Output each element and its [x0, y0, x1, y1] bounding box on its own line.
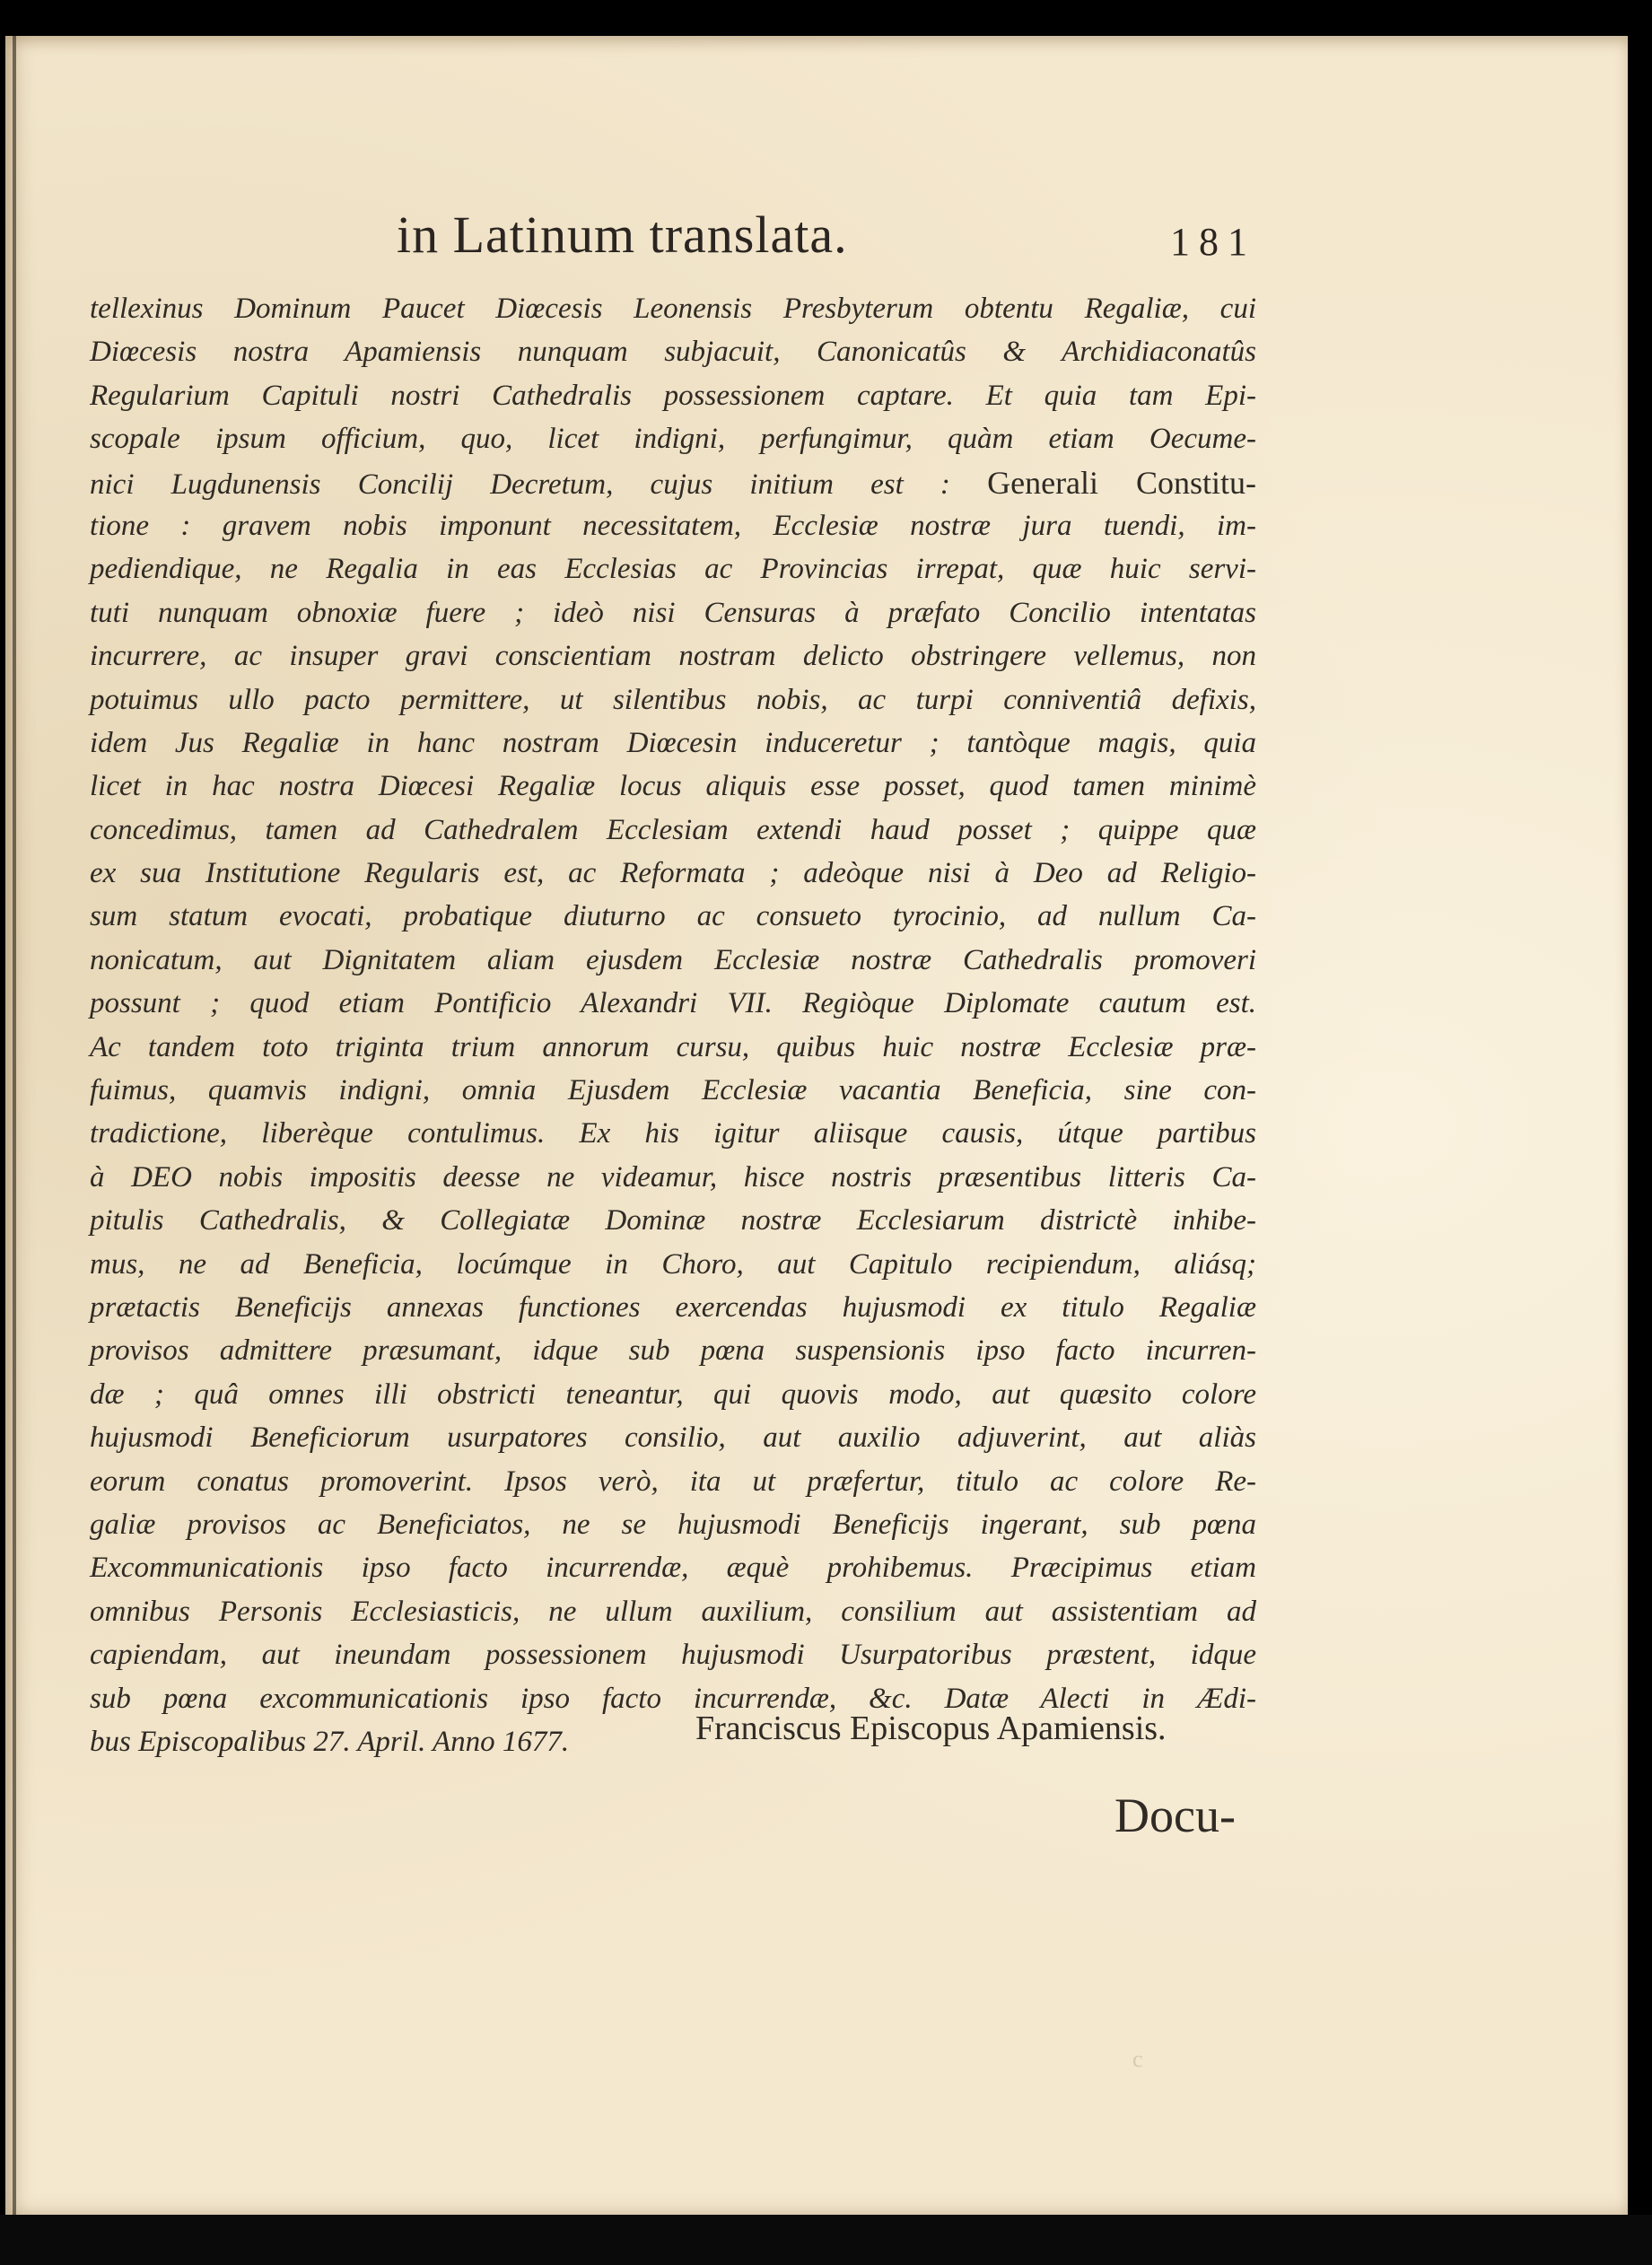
text-line: Excommunicationis ipso facto incurrendæ, æquè prohibemus. Præcipimus etiam [90, 1552, 1256, 1585]
text-line-roman-part: Generali Constitu- [987, 464, 1256, 501]
text-line: concedimus, tamen ad Cathedralem Ecclesiam extendi haud posset ; quippe quæ [90, 813, 1256, 846]
faint-show-through-mark: c [1132, 2046, 1143, 2072]
text-line: idem Jus Regaliæ in hanc nostram Diœcesin induceretur ; tantòque magis, quia [90, 726, 1256, 759]
text-line: scopale ipsum officium, quo, licet indigni, perfungimur, quàm etiam Oecume- [90, 423, 1256, 456]
text-line: pediendique, ne Regalia in eas Ecclesias ac Provincias irrepat, quæ huic servi- [90, 553, 1256, 586]
text-line: tellexinus Dominum Paucet Diœcesis Leonensis Presbyterum obtentu Regaliæ, cui [90, 293, 1256, 325]
text-line: tuti nunquam obnoxiæ fuere ; ideò nisi Censuras à præfato Concilio intentatas [90, 596, 1256, 629]
text-line [90, 461, 1256, 504]
text-line: eorum conatus promoverint. Ipsos verò, ita ut præfertur, titulo ac colore Re- [90, 1465, 1256, 1498]
text-line: omnibus Personis Ecclesiasticis, ne ullum auxilium, consilium aut assistentiam ad [90, 1595, 1256, 1628]
text-line: sub pœna excommunicationis ipso facto incurrendæ, &c. Datæ Alecti in Ædi- [90, 1682, 1256, 1715]
text-line: Ac tandem toto triginta trium annorum cursu, quibus huic nostræ Ecclesiæ præ- [90, 1030, 1256, 1063]
text-line: pitulis Cathedralis, & Collegiatæ Dominæ nostræ Ecclesiarum districtè inhibe- [90, 1204, 1256, 1237]
page-gutter-edge [13, 36, 16, 2215]
text-line: à DEO nobis impositis deesse ne videamur, hisce nostris præsentibus litteris Ca- [90, 1160, 1256, 1194]
text-line: hujusmodi Beneficiorum usurpatores consilio, aut auxilio adjuverint, aut aliàs [90, 1421, 1256, 1455]
text-line: provisos admittere præsumant, idque sub pœna suspensionis ipso facto incurren- [90, 1334, 1256, 1368]
text-line: fuimus, quamvis indigni, omnia Ejusdem Ecclesiæ vacantia Beneficia, sine con- [90, 1074, 1256, 1107]
scan-bottom-edge [0, 2215, 1652, 2265]
text-line: nonicatum, aut Dignitatem aliam ejusdem Ecclesiæ nostræ Cathedralis promoveri [90, 943, 1256, 976]
text-line-italic-part: nici Lugdunensis Concilij Decretum, cujus initium est : [90, 468, 950, 501]
text-line: potuimus ullo pacto permittere, ut silentibus nobis, ac turpi conniventiâ defixis, [90, 683, 1256, 716]
text-line: tradictione, liberèque contulimus. Ex his igitur aliisque causis, útque partibus [90, 1117, 1256, 1150]
page-number: 181 [1170, 220, 1256, 264]
running-title: in Latinum translata. [397, 206, 848, 264]
text-line: possunt ; quod etiam Pontificio Alexandri VII. Regiòque Diplomate cautum est. [90, 987, 1256, 1020]
text-line: capiendam, aut ineundam possessionem hujusmodi Usurpatoribus præstent, idque [90, 1639, 1256, 1672]
text-line-last: bus Episcopalibus 27. April. Anno 1677. [90, 1725, 570, 1758]
text-line: Diœcesis nostra Apamiensis nunquam subjacuit, Canonicatûs & Archidiaconatûs [90, 336, 1256, 369]
text-line: galiæ provisos ac Beneficiatos, ne se hujusmodi Beneficijs ingerant, sub pœna [90, 1508, 1256, 1541]
text-line: dæ ; quâ omnes illi obstricti teneantur, qui quovis modo, aut quæsito colore [90, 1377, 1256, 1411]
text-line: prætactis Beneficijs annexas functiones exercendas hujusmodi ex titulo Regaliæ [90, 1290, 1256, 1324]
text-line: incurrere, ac insuper gravi conscientiam nostram delicto obstringere vellemus, non [90, 640, 1256, 673]
page-header [377, 205, 1274, 276]
text-line: tione : gravem nobis imponunt necessitatem, Ecclesiæ nostræ jura tuendi, im- [90, 509, 1256, 542]
signature-line: Franciscus Episcopus Apamiensis. [695, 1710, 1167, 1747]
text-line: ex sua Institutione Regularis est, ac Reformata ; adeòque nisi à Deo ad Religio- [90, 857, 1256, 890]
text-line: licet in hac nostra Diœcesi Regaliæ locus aliquis esse posset, quod tamen minimè [90, 770, 1256, 803]
catchword: Docu- [1114, 1788, 1236, 1842]
text-line: sum statum evocati, probatique diuturno ac consueto tyrocinio, ad nullum Ca- [90, 900, 1256, 933]
text-line: mus, ne ad Beneficia, locúmque in Choro, aut Capitulo recipiendum, aliásq; [90, 1247, 1256, 1281]
body-text [90, 287, 1256, 1763]
text-line: Regularium Capituli nostri Cathedralis possessionem captare. Et quia tam Epi- [90, 379, 1256, 412]
